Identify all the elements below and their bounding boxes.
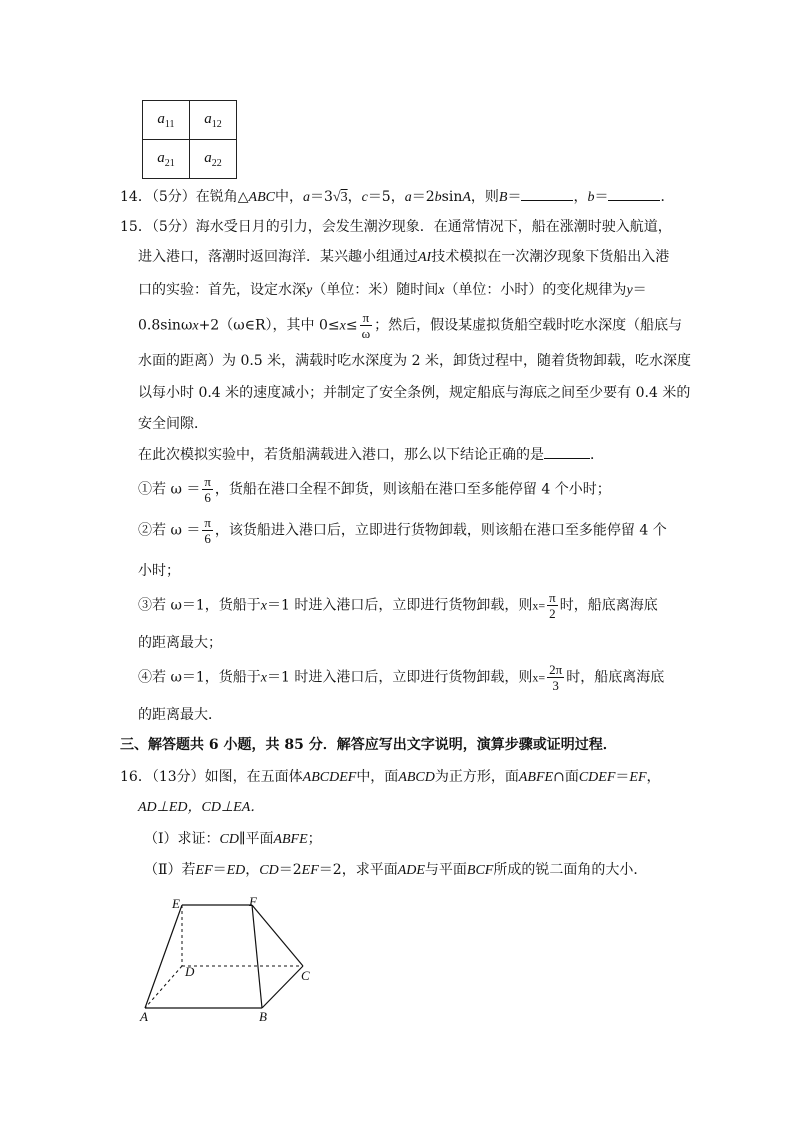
section-title: 三、解答题共 6 小题，共 85 分．解答应写出文字说明，演算步骤或证明过程． (120, 737, 617, 753)
q14-var: b (434, 190, 442, 205)
frac-num: π (360, 310, 373, 326)
q15-text: ＝ (632, 282, 647, 298)
option-text: ②若 ω ＝ (138, 522, 201, 539)
q15-text: 在此次模拟实验中，若货船满载进入港口，那么以下结论正确的是 (138, 447, 544, 463)
question-15-line5 (138, 350, 691, 372)
option-text: = (538, 670, 546, 685)
q14-text: sin (441, 189, 463, 205)
q16-var: ADE (397, 863, 425, 878)
edge-DA-hidden (145, 966, 182, 1008)
matrix-cell-a21: $a_{21}$ (143, 140, 190, 179)
q15-var: y (306, 283, 313, 298)
q15-option-3 (138, 590, 658, 622)
q15-text: （单位：小时）的变化规律为 (444, 282, 627, 298)
label-D: D (185, 964, 195, 979)
q16-var: ABFE (518, 770, 554, 785)
frac-den: 6 (204, 490, 211, 505)
option-var: x (532, 670, 539, 685)
q15-option-2-cont (138, 560, 180, 582)
q14-text: 中， (274, 189, 303, 205)
q16-var: ABCD (398, 770, 435, 785)
label-E: E (172, 896, 180, 911)
option-text: = (538, 598, 546, 613)
frac-den: 6 (204, 531, 211, 546)
q14-score: （5分） (151, 189, 196, 205)
q15-text: 0.8sinω (138, 317, 193, 334)
option-text: ，该货船进入港口后，立即进行货物卸载，则该船在港口至多能停留 4 个 (214, 522, 667, 539)
question-15-line7 (138, 413, 208, 435)
question-16-part2 (144, 859, 647, 882)
label-C: C (301, 968, 310, 983)
q15-option-1 (138, 474, 611, 505)
q16-text: 如图，在五面体 (204, 769, 303, 785)
q14-var: b (587, 190, 595, 205)
q15-text: 水面的距离）为 0.5 米，满载时吃水深度为 2 米，卸货过程中，随着货物卸载，吃水深度 (138, 353, 691, 369)
matrix-table (142, 100, 237, 179)
label-F: F (249, 894, 257, 909)
option-text: ①若 ω ＝ (138, 481, 201, 498)
q15-number: 15． (120, 219, 152, 235)
q14-text: ， (573, 189, 588, 205)
q15-var: x (438, 283, 445, 298)
answer-blank-B[interactable] (521, 186, 573, 201)
q14-var: a (302, 190, 310, 205)
frac-num: π (204, 515, 211, 530)
pentahedron-figure (130, 890, 330, 1030)
q14-text: ＝3 (309, 189, 333, 205)
q16-text: ∥平面 (238, 831, 274, 847)
question-16-line2 (138, 797, 264, 819)
q15-var: x (192, 318, 199, 334)
q16-var: BCF (466, 863, 494, 878)
fraction-pi-over-omega (360, 310, 373, 341)
q14-text: ＝ (594, 189, 609, 205)
q16-var: ED (226, 863, 246, 878)
q15-text: 口的实验：首先，设定水深 (138, 282, 306, 298)
q16-var: CD (259, 863, 279, 878)
q14-var: c (361, 190, 368, 205)
frac-num: 2π (549, 662, 563, 677)
q14-text: ＝5， (367, 189, 405, 205)
question-15-line8 (138, 444, 604, 466)
question-15-line1 (120, 216, 672, 238)
q16-text: ＝2，求平面 (318, 862, 398, 878)
sqrt-radicand: 3 (340, 190, 348, 205)
q15-text: 技术模拟在一次潮汐现象下货船出入港 (431, 249, 670, 265)
option-var: x (260, 670, 267, 686)
label-A: A (140, 1009, 148, 1024)
label-B: B (259, 1009, 267, 1024)
q15-score: （5分） (151, 219, 196, 235)
q16-text: （Ⅰ）求证： (144, 831, 220, 847)
q15-text: ；然后，假设某虚拟货船空载时吃水深度（船底与 (374, 317, 683, 334)
q16-text: 中，面 (356, 769, 399, 785)
option-text: 小时； (138, 563, 180, 579)
question-16-part1 (144, 828, 322, 851)
q16-var: ABCDEF (302, 770, 357, 785)
question-15-line6 (138, 382, 690, 404)
matrix-cell-a22: $a_{22}$ (190, 140, 237, 179)
q15-option-3-cont (138, 632, 222, 654)
fraction-pi-over-6 (202, 515, 213, 546)
edge-EA (145, 905, 182, 1008)
option-text: 的距离最大； (138, 635, 222, 651)
edge-FB (252, 905, 262, 1008)
q16-text: 为正方形，面 (434, 769, 519, 785)
q15-text: （单位：米）随时间 (312, 282, 439, 298)
edge-FC (252, 905, 303, 966)
q16-text: ＝2 (278, 862, 302, 878)
q16-text: 所成的锐二面角的大小． (493, 862, 648, 878)
question-14 (120, 186, 674, 209)
option-text: ＝1 时进入港口后，立即进行货物卸载，则 (267, 597, 533, 614)
q14-var: A (462, 190, 471, 205)
frac-den: 2 (549, 606, 556, 621)
q16-var: EF (629, 770, 647, 785)
q16-var: CDEF (578, 770, 616, 785)
option-text: ③若 ω＝1，货船于 (138, 597, 261, 614)
matrix-cell-a12: $a_{12}$ (190, 101, 237, 140)
q15-option-4-cont (138, 704, 222, 726)
q16-text: ， (646, 769, 661, 785)
q15-option-2 (138, 515, 667, 546)
fraction-pi-over-2 (547, 590, 558, 621)
q16-text: AD⊥ED，CD⊥EA． (138, 800, 265, 815)
frac-den: ω (361, 326, 371, 341)
option-text: ＝1 时进入港口后，立即进行货物卸载，则 (267, 669, 533, 686)
frac-num: π (549, 590, 556, 605)
q14-text: ＝2 (411, 189, 435, 205)
matrix-cell-a11: $a_{11}$ (143, 101, 190, 140)
option-text: 时，船底离海底 (566, 669, 665, 686)
question-15-line3 (138, 279, 647, 302)
fraction-2pi-over-3 (547, 662, 564, 693)
option-text: ④若 ω＝1，货船于 (138, 669, 261, 686)
q14-text: ， (347, 189, 362, 205)
q16-text: （Ⅱ）若 (144, 862, 196, 878)
q16-text: ， (245, 862, 260, 878)
q14-var: B (498, 190, 508, 205)
option-text: 时，船底离海底 (559, 597, 658, 614)
q16-var: EF (301, 863, 319, 878)
q15-text: 安全间隙． (138, 416, 208, 432)
q16-text: ＝ (212, 862, 227, 878)
q14-var: a (404, 190, 412, 205)
sqrt-symbol: √3 (332, 190, 348, 205)
q14-text: ． (660, 189, 675, 205)
q15-var: y (626, 283, 633, 298)
fraction-pi-over-6 (202, 474, 213, 505)
q14-number: 14． (120, 189, 152, 205)
q14-var: ABC (248, 190, 275, 205)
frac-den: 3 (552, 678, 559, 693)
q16-text: ∩面 (553, 769, 579, 785)
q14-text: ，则 (470, 189, 499, 205)
edge-BC (262, 966, 303, 1008)
option-var: x (532, 598, 539, 613)
frac-num: π (204, 474, 211, 489)
section-3-heading (120, 734, 617, 756)
q14-text: 在锐角△ (195, 189, 249, 205)
q16-var: EF (195, 863, 213, 878)
q16-var: ABFE (273, 832, 308, 847)
answer-blank-b[interactable] (608, 186, 660, 201)
option-var: x (260, 598, 267, 614)
q16-text: ＝ (615, 769, 630, 785)
q16-score: （13分） (151, 769, 205, 785)
option-text: ，货船在港口全程不卸货，则该船在港口至多能停留 4 个小时； (214, 481, 611, 498)
answer-blank-q15[interactable] (544, 444, 590, 459)
q16-number: 16． (120, 769, 152, 785)
q15-text: ≤ (345, 317, 358, 334)
q15-option-4 (138, 662, 664, 694)
question-15-line2 (138, 246, 669, 269)
q14-text: ＝ (507, 189, 522, 205)
q15-text: +2（ω∈R），其中 0≤ (198, 317, 340, 334)
option-text: 的距离最大． (138, 707, 222, 723)
q16-var: CD (219, 832, 239, 847)
question-16-line1 (120, 766, 661, 789)
q15-var: x (339, 318, 346, 334)
question-15-line4 (138, 310, 682, 341)
q16-text: ； (307, 831, 322, 847)
q16-text: 与平面 (424, 862, 467, 878)
q15-text: 进入港口，落潮时返回海洋．某兴趣小组通过 (138, 249, 418, 265)
q15-text: ． (590, 447, 604, 463)
q15-text: 海水受日月的引力，会发生潮汐现象．在通常情况下，船在涨潮时驶入航道， (195, 219, 672, 235)
q15-var: AI (418, 250, 432, 265)
q15-text: 以每小时 0.4 米的速度减小；并制定了安全条例，规定船底与海底之间至少要有 0.4 米的 (138, 385, 691, 401)
